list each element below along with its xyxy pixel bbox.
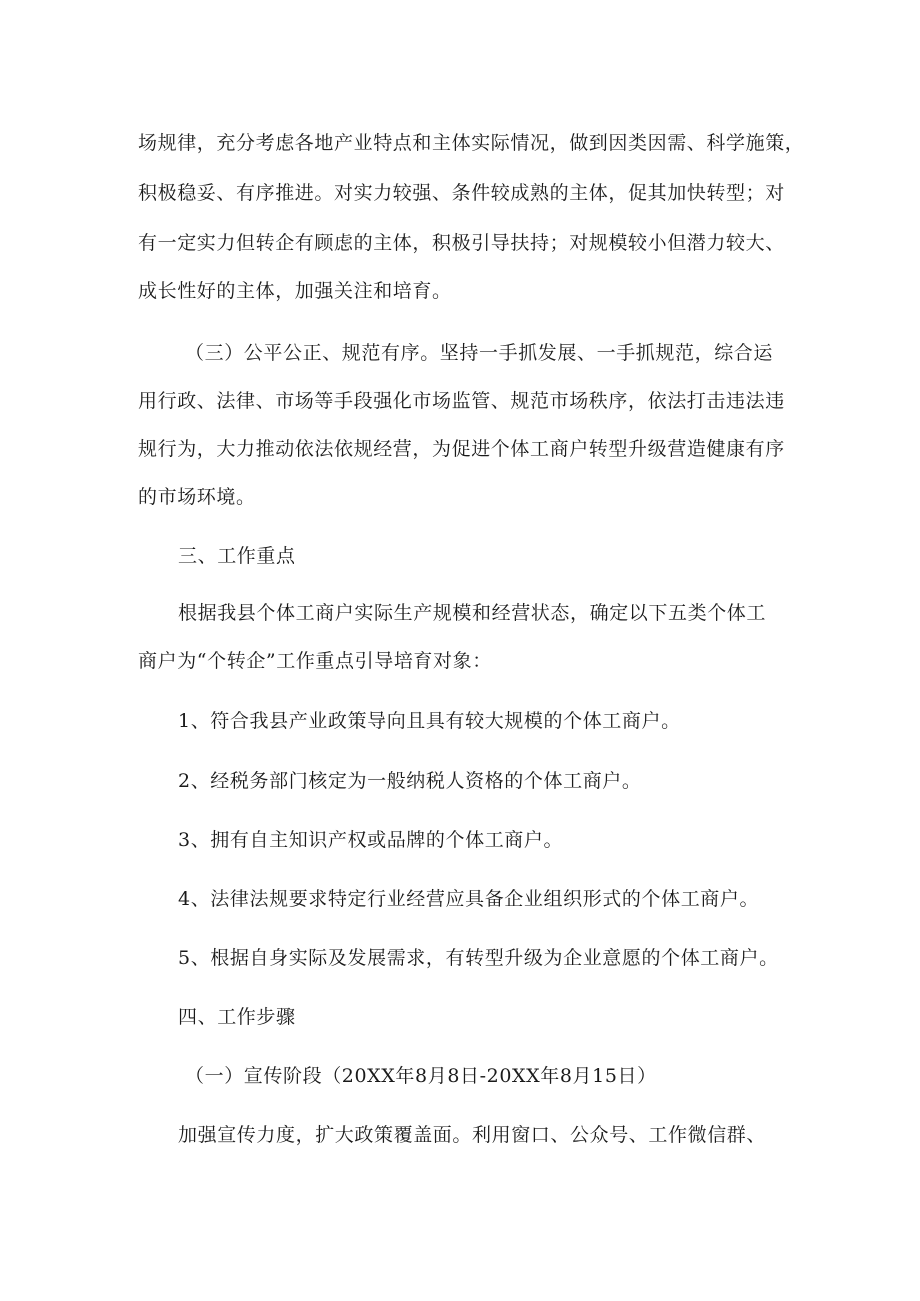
text-line: 根据我县个体工商户实际生产规模和经营状态，确定以下五类个体工 <box>178 602 767 624</box>
text-line: 商户为“个转企”工作重点引导培育对象： <box>138 650 492 672</box>
text-line: 的市场环境。 <box>138 486 256 508</box>
text-line: 积极稳妥、有序推进。对实力较强、条件较成熟的主体，促其加快转型；对 <box>138 182 785 204</box>
heading-text: 四、工作步骤 <box>178 1006 296 1028</box>
list-item: 4、法律法规要求特定行业经营应具备企业组织形式的个体工商户。 <box>178 888 760 910</box>
text-line: 加强宣传力度，扩大政策覆盖面。利用窗口、公众号、工作微信群、 <box>178 1124 767 1146</box>
text-line: 用行政、法律、市场等手段强化市场监管、规范市场秩序，依法打击违法违 <box>138 390 785 412</box>
text-line: （三）公平公正、规范有序。坚持一手抓发展、一手抓规范，综合运 <box>185 342 774 364</box>
list-item: 2、经税务部门核定为一般纳税人资格的个体工商户。 <box>178 770 642 792</box>
list-item: 3、拥有自主知识产权或品牌的个体工商户。 <box>178 829 564 851</box>
text-line: 场规律，充分考虑各地产业特点和主体实际情况，做到因类因需、科学施策， <box>138 132 805 154</box>
list-item: 1、符合我县产业政策导向且具有较大规模的个体工商户。 <box>178 710 681 732</box>
heading-text: 三、工作重点 <box>178 545 296 567</box>
text-line: 成长性好的主体，加强关注和培育。 <box>138 280 452 302</box>
text-line: 规行为，大力推动依法依规经营，为促进个体工商户转型升级营造健康有序 <box>138 438 785 460</box>
text-line: 有一定实力但转企有顾虑的主体，积极引导扶持；对规模较小但潜力较大、 <box>138 232 785 254</box>
list-item: 5、根据自身实际及发展需求，有转型升级为企业意愿的个体工商户。 <box>178 947 779 969</box>
subheading-text: （一）宣传阶段（20XX年8月8日-20XX年8月15日） <box>185 1065 657 1087</box>
